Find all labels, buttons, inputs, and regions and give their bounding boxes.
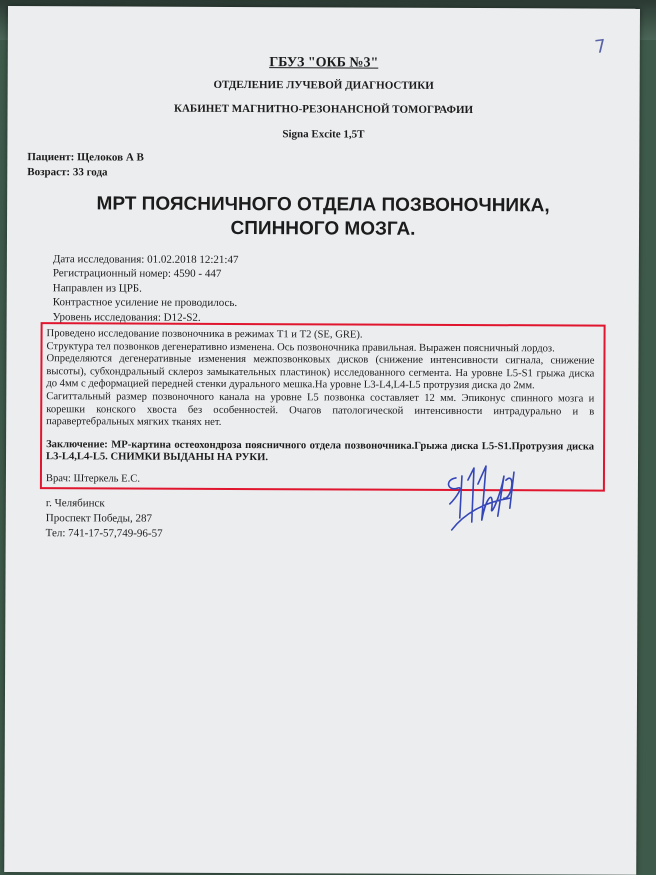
doctor-name: Врач: Штеркель Е.С.	[45, 473, 141, 485]
report-title-line2: СПИННОГО МОЗГА.	[230, 217, 416, 240]
signature-image	[434, 458, 534, 538]
patient-block	[27, 150, 144, 181]
device-name: Signa Excite 1,5T	[282, 128, 365, 141]
department-name: ОТДЕЛЕНИЕ ЛУЧЕВОЙ ДИАГНОСТИКИ	[213, 78, 434, 92]
registration-number: Регистрационный номер: 4590 - 447	[52, 267, 222, 281]
findings-paragraph: Сагиттальный размер позвоночного канала на уровне L5 позвонка составляет 12 мм. Эпиконус спинного мозга и корешки конского хвоста без особенностей. Очагов патологической интенсивности интрадурально и в паравертебральных мягких тканях нет.	[46, 391, 595, 429]
conclusion: Заключение: МР-картина остеохондроза поясничного отдела позвоночника.Грыжа диска L5-S1.Протрузия диска L3-L4,L4-L5. СНИМКИ ВЫДАНЫ НА РУКИ.	[46, 438, 595, 464]
report-title	[7, 192, 639, 243]
address-block	[46, 496, 163, 542]
address-city: г. Челябинск	[45, 497, 105, 510]
findings-paragraph: Структура тел позвонков дегенеративно изменена. Ось позвоночника правильная. Выражен поясничный лордоз.	[46, 340, 555, 354]
referral: Направлен из ЦРБ.	[52, 282, 142, 295]
exam-level: Уровень исследования: D12-S2.	[52, 310, 201, 324]
address-phone: Тел: 741-17-57,749-96-57	[45, 527, 163, 540]
address-street: Проспект Победы, 287	[45, 512, 153, 525]
findings-paragraph: Определяются дегенеративные изменения межпозвонковых дисков (снижение интенсивности сигнала, снижение высоты), субхондральный склероз замыкательных пластинок) исследованного сегмента. На уровне L5-S1 грыжа диска до 4мм с деформацией передней стенки дурального мешка.На уровне L3-L4,L4-L5 протрузия диска до 2мм.	[46, 353, 595, 392]
cabinet-name: КАБИНЕТ МАГНИТНО-РЕЗОНАНСНОЙ ТОМОГРАФИИ	[173, 102, 474, 117]
exam-date: Дата исследования: 01.02.2018 12:21:47	[52, 253, 239, 267]
report-title-line1: МРТ ПОЯСНИЧНОГО ОТДЕЛА ПОЗВОНОЧНИКА,	[96, 193, 550, 217]
exam-meta	[53, 252, 239, 325]
contrast-note: Контрастное усиление не проводилось.	[52, 296, 238, 310]
findings-paragraph: Проведено исследование позвоночника в режимах T1 и T2 (SE, GRE).	[46, 328, 363, 341]
org-name: ГБУЗ "ОКБ №3"	[269, 55, 379, 71]
document-page	[4, 6, 640, 875]
patient-age: Возраст: 33 года	[27, 166, 108, 179]
handwritten-page-number: 7	[593, 35, 608, 59]
patient-name: Пациент: Щелоков А В	[27, 151, 144, 164]
